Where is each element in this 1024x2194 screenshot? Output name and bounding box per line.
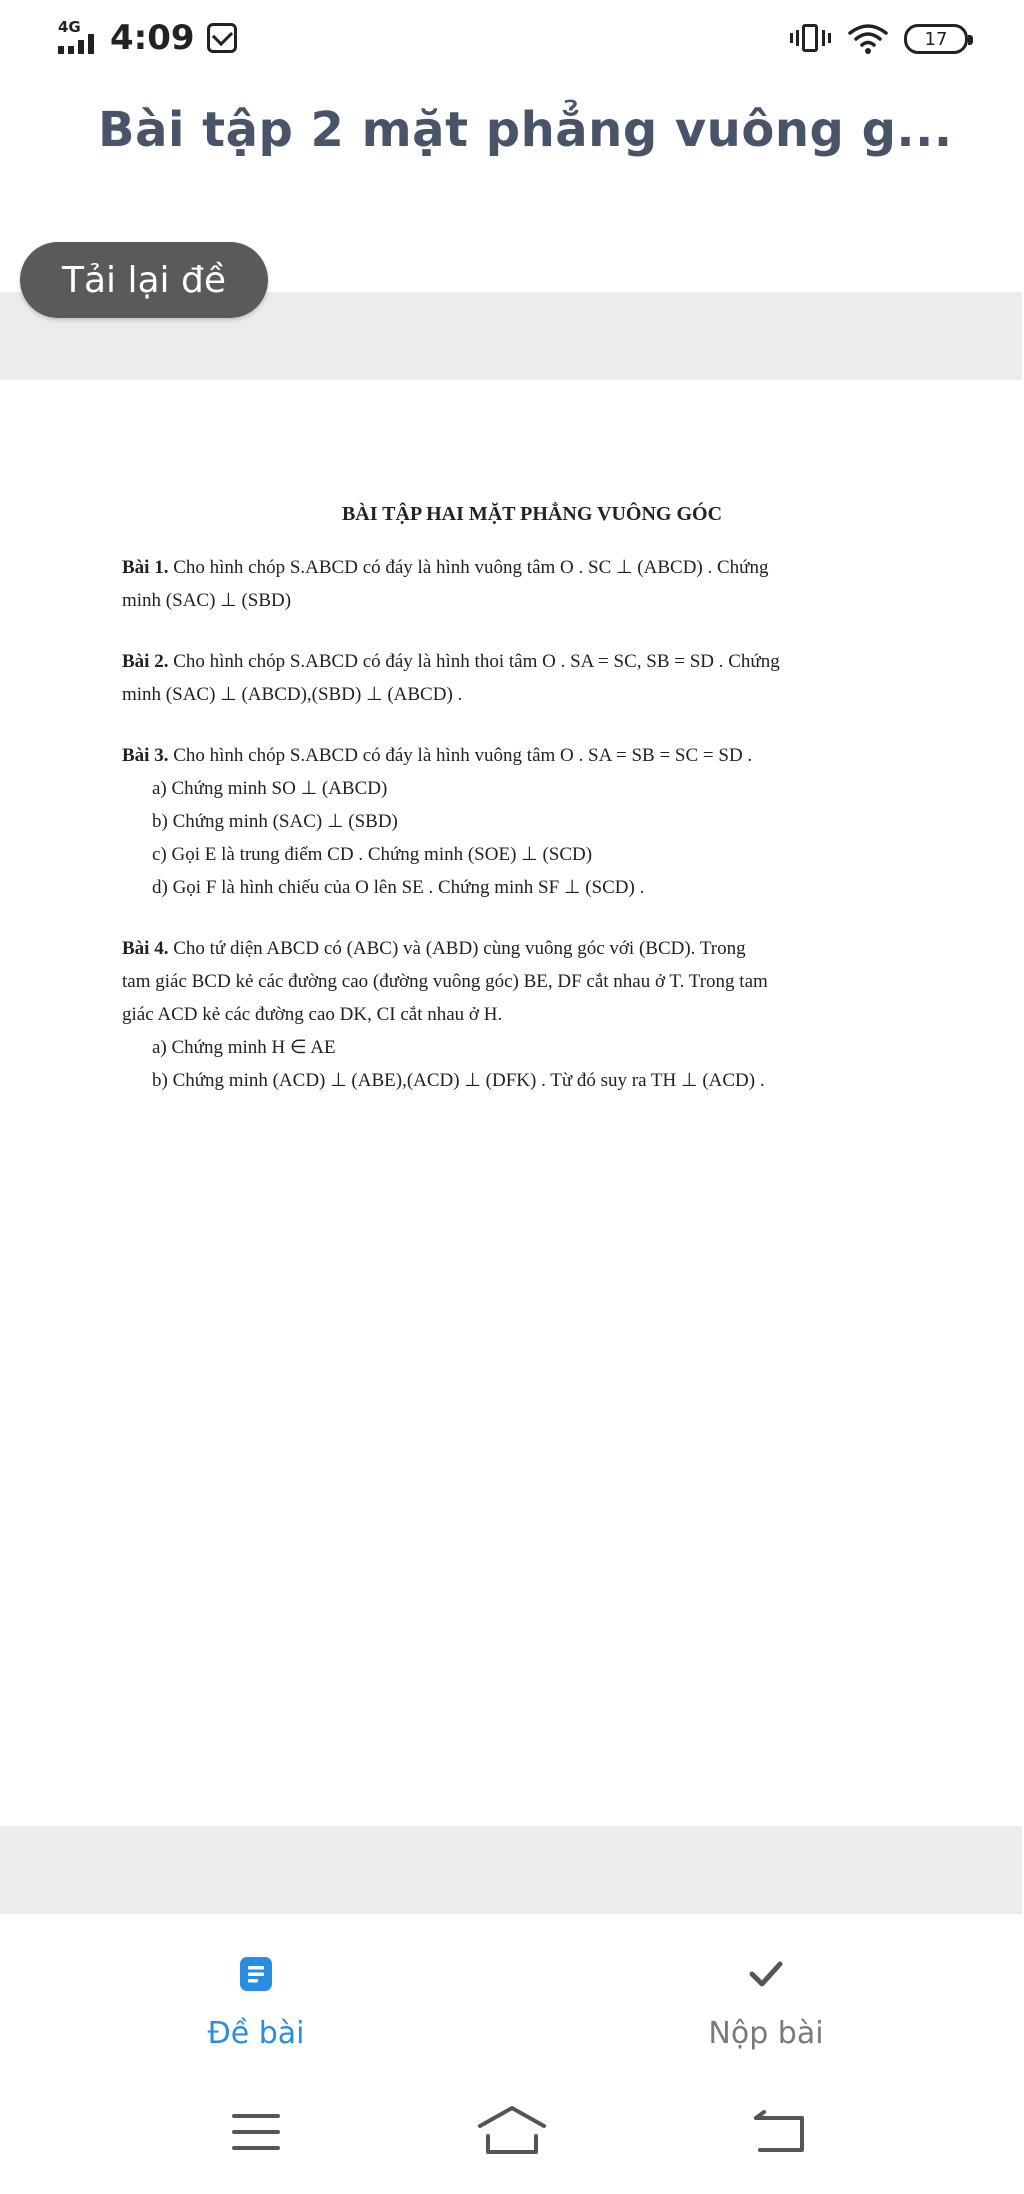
back-icon[interactable]: [742, 2102, 822, 2162]
exercise-4: [122, 932, 902, 1097]
menu-icon[interactable]: [216, 2102, 296, 2162]
status-left: [56, 18, 237, 58]
clock: 4:09: [110, 18, 195, 58]
home-icon[interactable]: [472, 2102, 552, 2162]
vibrate-icon: [788, 22, 832, 56]
tab-de-bai[interactable]: [106, 1954, 406, 2051]
exercise-text: Cho hình chóp S.ABCD có đáy là hình vuông tâm O . SA = SB = SC = SD .: [173, 745, 753, 766]
status-bar: [0, 0, 1024, 80]
exercise-label: Bài 3.: [122, 745, 169, 766]
exercise-2: [122, 645, 902, 711]
document-title: BÀI TẬP HAI MẶT PHẲNG VUÔNG GÓC: [341, 503, 723, 525]
exercise-text: giác ACD kẻ các đường cao DK, CI cắt nhau ở H.: [122, 1004, 503, 1025]
exercise-text: Cho hình chóp S.ABCD có đáy là hình thoi tâm O . SA = SC, SB = SD . Chứng: [173, 651, 780, 672]
bottom-nav: [0, 1914, 1024, 2074]
message-notification-icon: [207, 23, 237, 53]
exercise-text: minh (SAC) ⊥ (SBD): [122, 590, 292, 611]
document-icon: [236, 1954, 276, 1994]
exercise-line: [122, 739, 902, 772]
exercise-text: minh (SAC) ⊥ (ABCD),(SBD) ⊥ (ABCD) .: [122, 684, 463, 705]
page-title: Bài tập 2 mặt phẳng vuông g...: [98, 102, 953, 158]
exercise-line: [122, 645, 902, 678]
tab-nop-bai[interactable]: [616, 1954, 916, 2051]
exercise-sub-item: b) Chứng minh (ACD) ⊥ (ABE),(ACD) ⊥ (DFK) . Từ đó suy ra TH ⊥ (ACD) .: [152, 1070, 765, 1091]
tab-label: Nộp bài: [708, 2016, 824, 2051]
exercise-label: Bài 4.: [122, 938, 169, 959]
exercise-sub-item: c) Gọi E là trung điểm CD . Chứng minh (SOE) ⊥ (SCD): [152, 844, 593, 865]
viewer-bottom-margin: [0, 1826, 1022, 1914]
network-type: 4G: [58, 18, 81, 36]
exercise-sub-item: b) Chứng minh (SAC) ⊥ (SBD): [152, 811, 398, 832]
exercise-sub-item: a) Chứng minh H ∈ AE: [152, 1037, 336, 1058]
battery-level: 17: [924, 28, 948, 50]
signal-icon: [56, 18, 102, 58]
document-content: [122, 498, 902, 1125]
exercise-label: Bài 1.: [122, 557, 169, 578]
exercise-line: [122, 932, 902, 965]
check-icon: [746, 1954, 786, 1994]
system-nav-bar: [0, 2074, 1024, 2194]
wifi-icon: [848, 23, 888, 55]
exercise-text: tam giác BCD kẻ các đường cao (đường vuông góc) BE, DF cắt nhau ở T. Trong tam: [122, 971, 768, 992]
exercise-3: [122, 739, 902, 904]
exercise-1: [122, 551, 902, 617]
tab-label: Đề bài: [207, 2016, 305, 2051]
exercise-text: Cho hình chóp S.ABCD có đáy là hình vuông tâm O . SC ⊥ (ABCD) . Chứng: [173, 557, 769, 578]
exercise-label: Bài 2.: [122, 651, 169, 672]
battery-icon: [904, 24, 968, 54]
reload-button[interactable]: Tải lại đề: [20, 242, 268, 318]
exercise-line: [122, 551, 902, 584]
document-page[interactable]: [0, 380, 1022, 1826]
exercise-sub-item: a) Chứng minh SO ⊥ (ABCD): [152, 778, 388, 799]
exercise-sub-item: d) Gọi F là hình chiếu của O lên SE . Chứng minh SF ⊥ (SCD) .: [152, 877, 645, 898]
status-right: [788, 22, 968, 56]
exercise-text: Cho tứ diện ABCD có (ABC) và (ABD) cùng vuông góc với (BCD). Trong: [173, 938, 746, 959]
